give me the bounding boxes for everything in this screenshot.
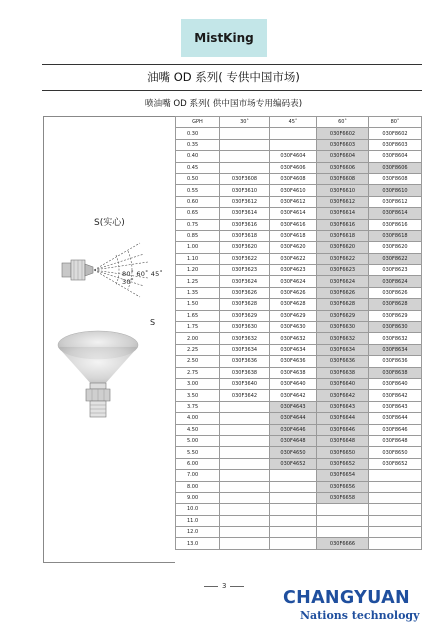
code-cell: 030F4652: [270, 458, 317, 469]
brand-tagline: Nations technology: [300, 609, 420, 622]
code-cell: [369, 527, 422, 538]
code-cell: 030F3626: [220, 287, 270, 298]
code-cell: [220, 151, 270, 162]
gph-cell: 9.00: [176, 492, 220, 503]
code-cell: 030F6602: [317, 128, 369, 139]
code-cell: 030F8634: [369, 344, 422, 355]
code-cell: 030F8618: [369, 230, 422, 241]
table-row: [176, 287, 422, 298]
code-cell: 030F6634: [317, 344, 369, 355]
code-cell: [317, 504, 369, 515]
code-cell: [220, 515, 270, 526]
code-cell: [220, 413, 270, 424]
code-cell: 030F4606: [270, 162, 317, 173]
code-cell: 030F4628: [270, 299, 317, 310]
code-cell: 030F6628: [317, 299, 369, 310]
gph-cell: 2.25: [176, 344, 220, 355]
table-row: [176, 390, 422, 401]
code-cell: 030F4648: [270, 435, 317, 446]
gph-cell: 7.00: [176, 470, 220, 481]
gph-cell: 3.75: [176, 401, 220, 412]
code-cell: [317, 515, 369, 526]
code-cell: 030F8636: [369, 356, 422, 367]
code-cell: 030F6603: [317, 139, 369, 150]
code-cell: 030F4608: [270, 173, 317, 184]
code-cell: [270, 527, 317, 538]
table-row: [176, 527, 422, 538]
table-row: [176, 310, 422, 321]
code-cell: 030F6608: [317, 173, 369, 184]
table-row: [176, 458, 422, 469]
gph-cell: 0.65: [176, 208, 220, 219]
code-cell: 030F8652: [369, 458, 422, 469]
code-cell: 030F3612: [220, 196, 270, 207]
table-subtitle: 喷油嘴 OD 系列( 供中国市场专用编码表): [144, 99, 303, 109]
gph-cell: 0.75: [176, 219, 220, 230]
code-cell: [270, 538, 317, 549]
code-cell: 030F4604: [270, 151, 317, 162]
gph-cell: 0.50: [176, 173, 220, 184]
code-cell: 030F4624: [270, 276, 317, 287]
code-cell: 030F6606: [317, 162, 369, 173]
code-cell: 030F6620: [317, 242, 369, 253]
code-cell: [369, 504, 422, 515]
table-row: [176, 413, 422, 424]
code-cell: 030F8614: [369, 208, 422, 219]
code-cell: 030F4640: [270, 378, 317, 389]
code-cell: 030F6638: [317, 367, 369, 378]
code-cell: 030F6612: [317, 196, 369, 207]
gph-cell: 11.0: [176, 515, 220, 526]
code-cell: 030F4646: [270, 424, 317, 435]
table-row: [176, 538, 422, 549]
code-cell: [220, 527, 270, 538]
table-row: [176, 322, 422, 333]
code-cell: 030F8606: [369, 162, 422, 173]
code-cell: 030F8603: [369, 139, 422, 150]
code-cell: 030F8632: [369, 333, 422, 344]
code-cell: [270, 492, 317, 503]
code-cell: 030F6646: [317, 424, 369, 435]
gph-cell: 2.00: [176, 333, 220, 344]
gph-cell: 0.45: [176, 162, 220, 173]
gph-cell: 1.50: [176, 299, 220, 310]
code-cell: 030F3628: [220, 299, 270, 310]
code-cell: 030F4618: [270, 230, 317, 241]
code-cell: 030F4643: [270, 401, 317, 412]
code-cell: 030F8642: [369, 390, 422, 401]
code-cell: 030F6636: [317, 356, 369, 367]
code-cell: 030F4612: [270, 196, 317, 207]
code-cell: 030F6630: [317, 322, 369, 333]
code-cell: 030F4610: [270, 185, 317, 196]
code-cell: [220, 458, 270, 469]
code-cell: 030F3638: [220, 367, 270, 378]
code-cell: 030F6632: [317, 333, 369, 344]
code-cell: 030F4644: [270, 413, 317, 424]
table-row: [176, 470, 422, 481]
code-cell: 030F4614: [270, 208, 317, 219]
code-cell: 030F6650: [317, 447, 369, 458]
code-cell: [270, 470, 317, 481]
gph-cell: 1.10: [176, 253, 220, 264]
code-cell: 030F3629: [220, 310, 270, 321]
table-row: [176, 265, 422, 276]
code-cell: 030F8628: [369, 299, 422, 310]
code-cell: 030F8643: [369, 401, 422, 412]
code-cell: 030F8650: [369, 447, 422, 458]
table-row: [176, 173, 422, 184]
table-row: [176, 276, 422, 287]
code-cell: 030F3640: [220, 378, 270, 389]
code-cell: 030F6658: [317, 492, 369, 503]
code-cell: [369, 470, 422, 481]
code-cell: [220, 538, 270, 549]
table-row: [176, 367, 422, 378]
spray-angles-label: 80˚ 60˚ 45˚ 30˚: [122, 270, 163, 286]
table-row: [176, 162, 422, 173]
table-row: [176, 242, 422, 253]
code-cell: 030F4620: [270, 242, 317, 253]
code-cell: 030F8630: [369, 322, 422, 333]
code-cell: [270, 139, 317, 150]
code-cell: 030F4642: [270, 390, 317, 401]
gph-cell: 4.00: [176, 413, 220, 424]
gph-cell: 1.00: [176, 242, 220, 253]
page-number-left-dash: [204, 586, 218, 587]
code-cell: 030F3642: [220, 390, 270, 401]
table-row: [176, 504, 422, 515]
code-cell: 030F8638: [369, 367, 422, 378]
code-cell: 030F6622: [317, 253, 369, 264]
code-cell: 030F6616: [317, 219, 369, 230]
gph-cell: 5.00: [176, 435, 220, 446]
table-row: [176, 378, 422, 389]
gph-cell: 10.0: [176, 504, 220, 515]
code-cell: 030F3610: [220, 185, 270, 196]
code-cell: 030F8623: [369, 265, 422, 276]
code-cell: 030F3608: [220, 173, 270, 184]
table-row: [176, 435, 422, 446]
code-cell: 030F4634: [270, 344, 317, 355]
table-row: [176, 151, 422, 162]
code-cell: 030F6648: [317, 435, 369, 446]
gph-cell: 4.50: [176, 424, 220, 435]
code-cell: [220, 504, 270, 515]
gph-cell: 8.00: [176, 481, 220, 492]
column-header-angle: 30˚: [220, 117, 270, 128]
gph-cell: 2.50: [176, 356, 220, 367]
table-row: [176, 333, 422, 344]
table-row: [176, 230, 422, 241]
code-cell: 030F6624: [317, 276, 369, 287]
code-cell: 030F6629: [317, 310, 369, 321]
gph-cell: 0.35: [176, 139, 220, 150]
column-header-angle: 60˚: [317, 117, 369, 128]
gph-cell: 0.55: [176, 185, 220, 196]
mistking-logo: [181, 19, 267, 57]
code-cell: [369, 492, 422, 503]
code-cell: 030F4629: [270, 310, 317, 321]
nozzle-illustration-panel: [43, 116, 175, 563]
table-row: [176, 401, 422, 412]
code-cell: 030F8646: [369, 424, 422, 435]
code-cell: 030F8620: [369, 242, 422, 253]
code-cell: 030F4632: [270, 333, 317, 344]
code-cell: [270, 515, 317, 526]
table-header-row: [176, 117, 422, 128]
gph-cell: 1.75: [176, 322, 220, 333]
page-number-text: 3: [222, 582, 227, 590]
code-cell: [220, 128, 270, 139]
logo-text: MistKing: [194, 31, 254, 45]
code-cell: [270, 504, 317, 515]
code-cell: 030F6652: [317, 458, 369, 469]
code-cell: 030F4636: [270, 356, 317, 367]
code-cell: 030F3618: [220, 230, 270, 241]
solid-cone-label: S(实心): [94, 218, 125, 228]
code-cell: 030F4626: [270, 287, 317, 298]
code-cell: [220, 162, 270, 173]
code-cell: 030F6644: [317, 413, 369, 424]
code-cell: 030F4622: [270, 253, 317, 264]
code-cell: 030F4630: [270, 322, 317, 333]
code-cell: 030F4650: [270, 447, 317, 458]
table-body: [176, 128, 422, 549]
code-cell: 030F3620: [220, 242, 270, 253]
table-row: [176, 447, 422, 458]
table-row: [176, 128, 422, 139]
code-cell: 030F6626: [317, 287, 369, 298]
code-cell: 030F8604: [369, 151, 422, 162]
code-cell: [220, 139, 270, 150]
code-cell: [220, 435, 270, 446]
code-cell: 030F6656: [317, 481, 369, 492]
code-cell: 030F6610: [317, 185, 369, 196]
code-cell: 030F3614: [220, 208, 270, 219]
nozzle-code-table: [175, 116, 422, 550]
code-cell: [369, 515, 422, 526]
code-cell: 030F4638: [270, 367, 317, 378]
code-cell: 030F3616: [220, 219, 270, 230]
column-header-angle: 45˚: [270, 117, 317, 128]
table-row: [176, 253, 422, 264]
code-cell: [220, 481, 270, 492]
code-cell: 030F3636: [220, 356, 270, 367]
title-top-rule: [42, 64, 422, 65]
gph-cell: 1.25: [176, 276, 220, 287]
code-cell: 030F3632: [220, 333, 270, 344]
code-cell: 030F6666: [317, 538, 369, 549]
code-cell: 030F6654: [317, 470, 369, 481]
code-cell: 030F8624: [369, 276, 422, 287]
gph-cell: 0.30: [176, 128, 220, 139]
column-header-angle: 80˚: [369, 117, 422, 128]
hollow-spray-nozzle-icon: [44, 117, 176, 564]
code-cell: 030F8644: [369, 413, 422, 424]
code-cell: 030F8640: [369, 378, 422, 389]
code-cell: 030F8616: [369, 219, 422, 230]
code-cell: 030F8610: [369, 185, 422, 196]
table-row: [176, 356, 422, 367]
gph-cell: 3.50: [176, 390, 220, 401]
code-cell: 030F6604: [317, 151, 369, 162]
code-cell: 030F8626: [369, 287, 422, 298]
code-cell: 030F6640: [317, 378, 369, 389]
table-row: [176, 139, 422, 150]
code-cell: 030F8622: [369, 253, 422, 264]
page-number-right-dash: [230, 586, 244, 587]
code-cell: [220, 470, 270, 481]
code-cell: 030F3623: [220, 265, 270, 276]
gph-cell: 0.60: [176, 196, 220, 207]
code-cell: [369, 481, 422, 492]
gph-cell: 5.50: [176, 447, 220, 458]
gph-cell: 6.00: [176, 458, 220, 469]
gph-cell: 13.0: [176, 538, 220, 549]
title-bottom-rule: [42, 90, 422, 91]
code-cell: 030F6614: [317, 208, 369, 219]
table-row: [176, 344, 422, 355]
code-cell: 030F6642: [317, 390, 369, 401]
brand-name: CHANGYUAN: [283, 588, 410, 608]
table-row: [176, 208, 422, 219]
code-cell: 030F8602: [369, 128, 422, 139]
code-cell: 030F4623: [270, 265, 317, 276]
gph-cell: 1.20: [176, 265, 220, 276]
table-row: [176, 492, 422, 503]
code-cell: 030F8629: [369, 310, 422, 321]
code-cell: 030F3634: [220, 344, 270, 355]
code-cell: [270, 481, 317, 492]
code-cell: 030F6643: [317, 401, 369, 412]
gph-cell: 2.75: [176, 367, 220, 378]
table-row: [176, 185, 422, 196]
code-cell: [369, 538, 422, 549]
gph-cell: 12.0: [176, 527, 220, 538]
page-title: 油嘴 OD 系列( 专供中国市场): [147, 70, 300, 84]
code-cell: 030F8608: [369, 173, 422, 184]
code-cell: 030F6623: [317, 265, 369, 276]
code-cell: [220, 492, 270, 503]
code-cell: [220, 401, 270, 412]
column-header-gph: GPH: [176, 117, 220, 128]
code-cell: 030F3630: [220, 322, 270, 333]
gph-cell: 0.40: [176, 151, 220, 162]
code-cell: 030F3622: [220, 253, 270, 264]
code-cell: [270, 128, 317, 139]
code-cell: [220, 447, 270, 458]
code-cell: 030F3624: [220, 276, 270, 287]
code-cell: [317, 527, 369, 538]
gph-cell: 1.65: [176, 310, 220, 321]
table-row: [176, 424, 422, 435]
page-number: [200, 582, 248, 590]
gph-cell: 0.85: [176, 230, 220, 241]
table-row: [176, 219, 422, 230]
table-row: [176, 515, 422, 526]
gph-cell: 1.35: [176, 287, 220, 298]
hollow-cone-label: S: [150, 318, 156, 327]
table-row: [176, 481, 422, 492]
code-cell: 030F8612: [369, 196, 422, 207]
table-row: [176, 196, 422, 207]
code-cell: [220, 424, 270, 435]
gph-cell: 3.00: [176, 378, 220, 389]
code-cell: 030F4616: [270, 219, 317, 230]
code-cell: 030F6618: [317, 230, 369, 241]
code-cell: 030F8648: [369, 435, 422, 446]
table-row: [176, 299, 422, 310]
